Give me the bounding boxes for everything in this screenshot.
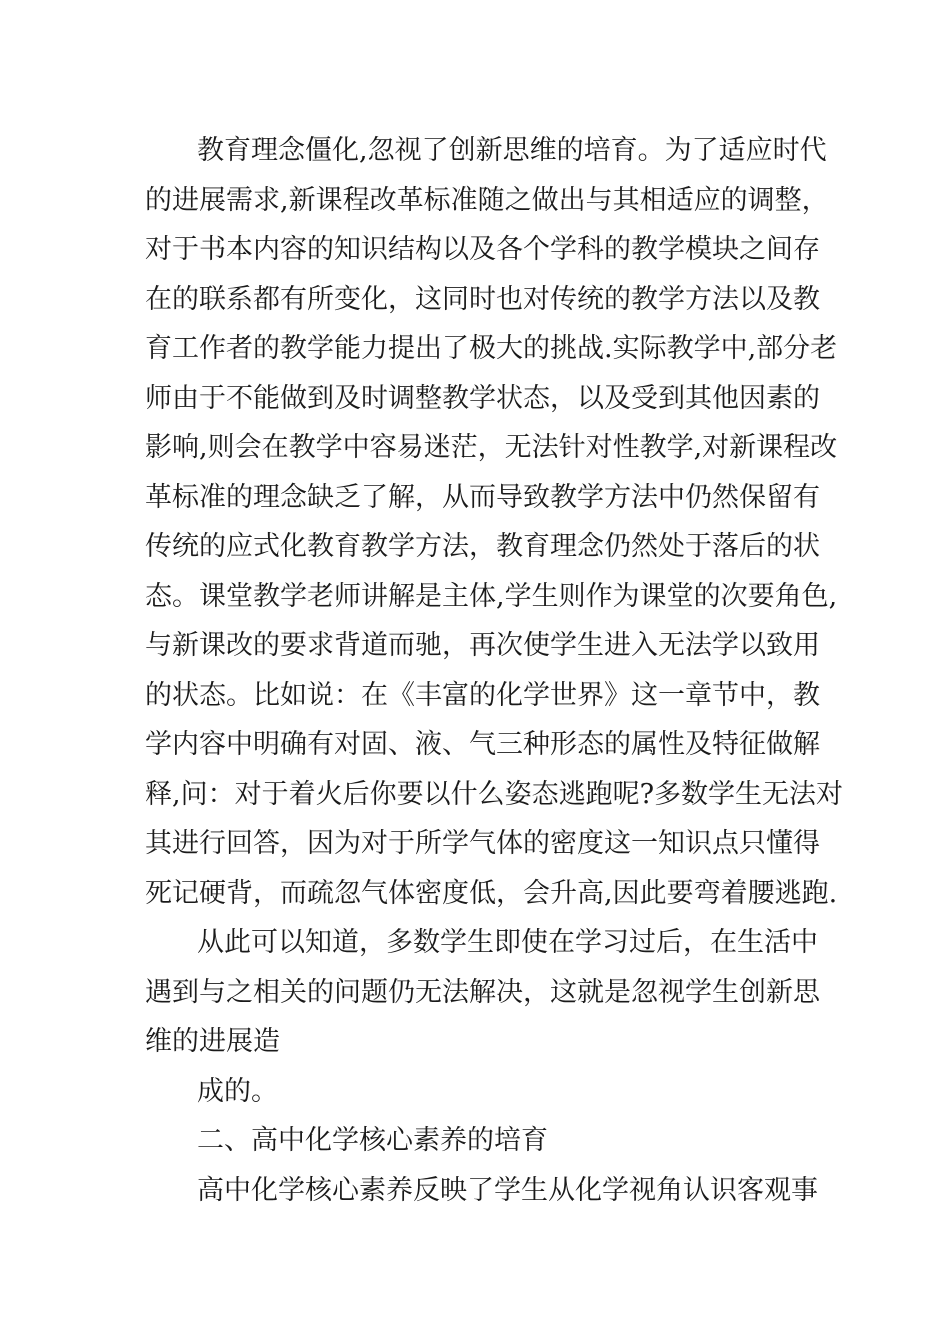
paragraph-line: 其进行回答，因为对于所学气体的密度这一知识点只懂得 bbox=[145, 828, 820, 859]
paragraph-line: 高中化学核心素养反映了学生从化学视角认识客观事 bbox=[197, 1174, 818, 1206]
paragraph-line: 死记硬背，而疏忽气体密度低，会升高,因此要弯着腰逃跑. bbox=[145, 877, 838, 909]
paragraph-line: 与新课改的要求背道而驰，再次使学生进入无法学以致用 bbox=[145, 630, 820, 661]
paragraph-line: 从此可以知道，多数学生即使在学习过后，在生活中 bbox=[197, 927, 818, 958]
paragraph-line: 学内容中明确有对固、液、气三种形态的属性及特征做解 bbox=[145, 729, 820, 760]
paragraph-line: 遇到与之相关的问题仍无法解决，这就是忽视学生创新思 bbox=[145, 976, 820, 1008]
paragraph-line: 革标准的理念缺乏了解，从而导致教学方法中仍然保留有 bbox=[145, 481, 820, 513]
paragraph-line: 师由于不能做到及时调整教学状态，以及受到其他因素的 bbox=[145, 382, 820, 414]
paragraph-line: 影响,则会在教学中容易迷茫，无法针对性教学,对新课程改 bbox=[145, 432, 838, 463]
paragraph-line: 释,问：对于着火后你要以什么姿态逃跑呢?多数学生无法对 bbox=[145, 778, 844, 810]
section-heading: 二、高中化学核心素养的培育 bbox=[197, 1125, 548, 1156]
paragraph-line: 维的进展造 bbox=[145, 1026, 280, 1057]
paragraph-line: 态。课堂教学老师讲解是主体,学生则作为课堂的次要角色, bbox=[145, 580, 838, 612]
paragraph-line: 育工作者的教学能力提出了极大的挑战.实际教学中,部分老 bbox=[145, 333, 838, 364]
paragraph-line: 对于书本内容的知识结构以及各个学科的教学模块之间存 bbox=[145, 234, 820, 265]
body-text bbox=[145, 126, 844, 1215]
paragraph-line: 在的联系都有所变化，这同时也对传统的教学方法以及教 bbox=[145, 283, 820, 315]
paragraph-line: 传统的应式化教育教学方法，教育理念仍然处于落后的状 bbox=[145, 531, 820, 562]
paragraph-line: 的进展需求,新课程改革标准随之做出与其相适应的调整， bbox=[145, 184, 829, 216]
paragraph-line: 教育理念僵化,忽视了创新思维的培育。为了适应时代 bbox=[197, 135, 827, 166]
paragraph-line: 成的。 bbox=[197, 1075, 278, 1107]
paragraph-line: 的状态。比如说：在《丰富的化学世界》这一章节中，教 bbox=[145, 679, 820, 711]
